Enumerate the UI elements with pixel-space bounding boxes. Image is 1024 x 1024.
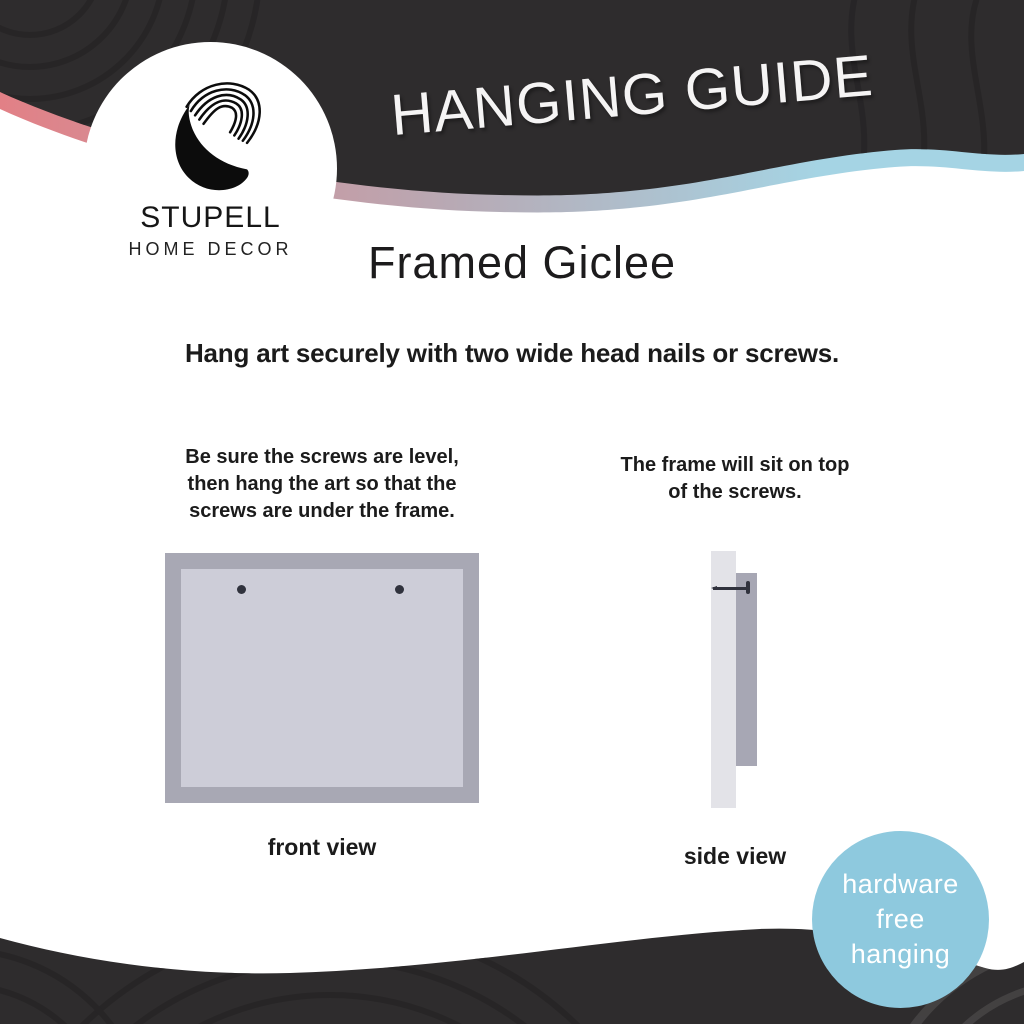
stupell-s-logo-icon xyxy=(157,75,265,197)
badge-line: free xyxy=(876,904,925,934)
product-heading: Framed Giclee xyxy=(367,237,677,288)
front-view-caption-line: then hang the art so that the xyxy=(187,473,457,495)
front-view-label: front view xyxy=(267,834,377,860)
brand-logo-circle xyxy=(84,42,337,295)
brand-name: STUPELL xyxy=(140,201,281,234)
hardware-free-badge xyxy=(812,831,989,1008)
badge-line: hardware xyxy=(842,869,959,899)
nail-icon xyxy=(713,581,753,595)
side-view-frame-backing xyxy=(736,573,757,766)
front-view-diagram xyxy=(165,553,479,803)
screw-dot-right xyxy=(395,585,404,594)
page-title: HANGING GUIDE xyxy=(388,42,876,148)
brand-tagline: HOME DECOR xyxy=(128,239,293,259)
side-view-caption xyxy=(600,452,870,506)
side-view-caption-line: The frame will sit on top xyxy=(620,454,850,476)
front-view-caption xyxy=(152,444,492,525)
screw-dot-left xyxy=(237,585,246,594)
frame-face xyxy=(181,569,463,787)
side-view-caption-line: of the screws. xyxy=(668,481,802,503)
instruction-text: Hang art securely with two wide head nails or screws. xyxy=(184,338,840,368)
side-view-label: side view xyxy=(683,843,787,869)
front-view-caption-line: screws are under the frame. xyxy=(189,500,455,522)
badge-line: hanging xyxy=(850,939,951,969)
front-view-caption-line: Be sure the screws are level, xyxy=(185,446,459,468)
nail-shaft xyxy=(713,587,749,590)
nail-head xyxy=(746,581,750,594)
